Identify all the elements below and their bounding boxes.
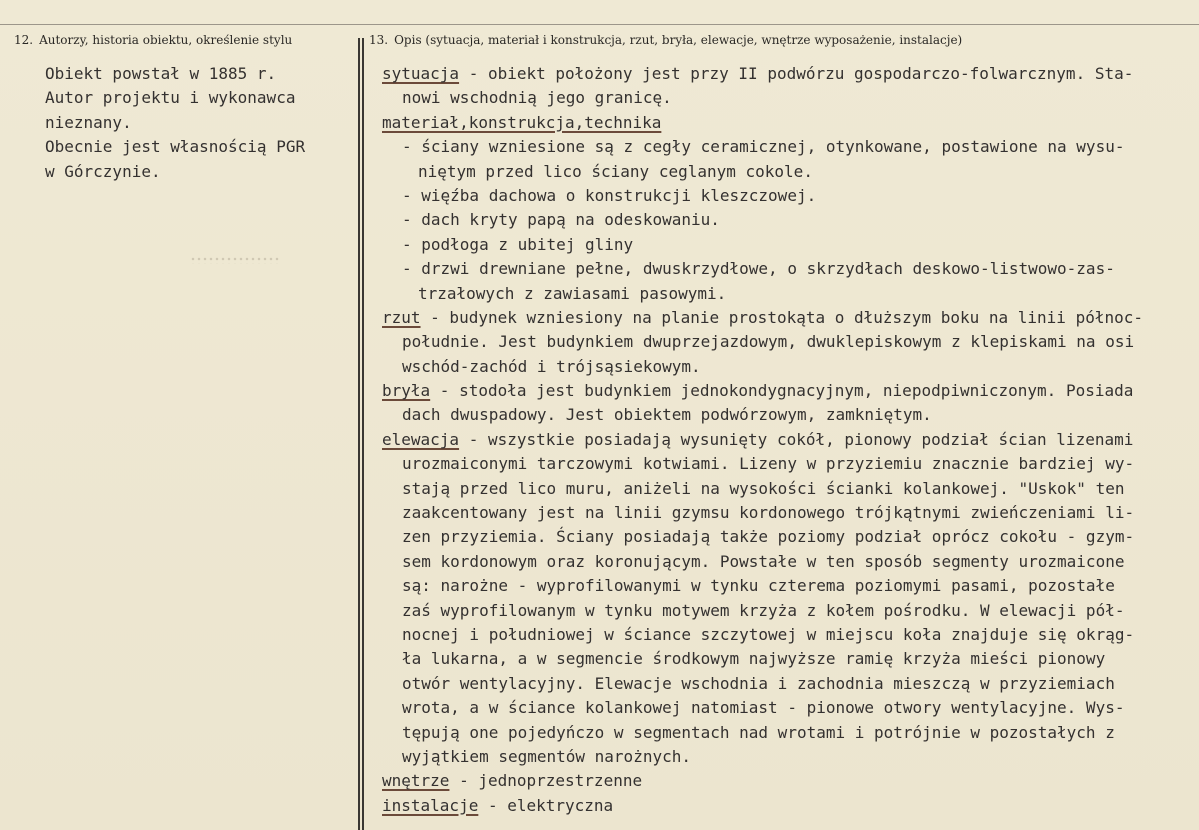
description-line	[382, 160, 1143, 184]
description-line	[382, 623, 1143, 647]
history-line: Autor projektu i wykonawca	[45, 88, 296, 108]
description-line	[382, 696, 1143, 720]
description-text: - drzwi drewniane pełne, dwuskrzydłowe, o skrzydłach deskowo-listwowo-zas-	[402, 259, 1115, 279]
description-text: - jednoprzestrzenne	[449, 771, 643, 791]
section-label: sytuacja	[382, 64, 460, 83]
description-text: dach dwuspadowy. Jest obiektem podwórzowym, zamkniętym.	[402, 405, 932, 425]
description-line	[382, 721, 1143, 745]
description-text: - dach kryty papą na odeskowaniu.	[402, 210, 720, 230]
description-text: sem kordonowym oraz koronującym. Powstałe w ten sposób segmenty urozmaicone	[402, 551, 1125, 571]
section-label: wnętrze	[382, 771, 450, 791]
description-line	[382, 233, 1143, 257]
description-text: stają przed lico muru, aniżeli na wysokości ścianki kolankowej. "Uskok" ten	[402, 478, 1125, 498]
section-13-number: 13.	[369, 33, 389, 47]
description-text: - budynek wzniesiony na planie prostokąta o dłuższym boku na linii północ-	[420, 307, 1143, 327]
description-text: zaś wyprofilowanym w tynku motywem krzyża z kołem pośrodku. W elewacji pół-	[402, 600, 1125, 620]
paper-speckle	[190, 256, 280, 264]
section-13-header	[369, 33, 962, 47]
description-text: są: narożne - wyprofilowanymi w tynku czterema poziomymi pasami, pozostałe	[402, 576, 1115, 596]
section-12-title: Autorzy, historia obiektu, określenie stylu	[39, 33, 293, 47]
description-line	[382, 769, 1143, 793]
description-line	[382, 550, 1143, 574]
description-line	[382, 745, 1143, 769]
description-line	[382, 208, 1143, 232]
description-line	[382, 599, 1143, 623]
description-text: tępują one pojedyńczo w segmentach nad wrotami i potrójnie w pozostałych z	[402, 722, 1115, 742]
description-text: wrota, a w ściance kolankowej natomiast - pionowe otwory wentylacyjne. Wys-	[402, 698, 1125, 718]
description-text: ła lukarna, a w segmencie środkowym najwyższe ramię krzyża mieści pionowy	[402, 649, 1106, 669]
description-line	[382, 86, 1143, 110]
description-line	[382, 62, 1143, 86]
description-line	[382, 355, 1143, 379]
description-text: - podłoga z ubitej gliny	[402, 234, 634, 254]
description-line	[382, 282, 1143, 306]
description-text: otwór wentylacyjny. Elewacje wschodnia i zachodnia mieszczą w przyziemiach	[402, 673, 1115, 693]
description-line	[382, 306, 1143, 330]
description-text: niętym przed lico ściany ceglanym cokole.	[418, 161, 813, 181]
description-line	[382, 452, 1143, 476]
description-text: trzałowych z zawiasami pasowymi.	[418, 283, 727, 303]
column-divider-left	[358, 38, 360, 830]
section-label: bryła	[382, 381, 431, 401]
header-divider	[0, 24, 1199, 25]
description-text: zaakcentowany jest na linii gzymsu kordonowego trójkątnymi zwieńczeniami li-	[402, 503, 1135, 523]
description-line	[382, 672, 1143, 696]
section-label: materiał,konstrukcja,technika	[382, 112, 662, 132]
description-text: - więźba dachowa o konstrukcji kleszczowej.	[402, 185, 817, 205]
description-line	[382, 403, 1143, 427]
history-line: Obiekt powstał w 1885 r.	[45, 64, 277, 83]
section-12-header	[14, 33, 292, 47]
description-text: zen przyziemia. Ściany posiadają także poziomy podział oprócz cokołu - gzym-	[402, 527, 1135, 547]
description-text: wyjątkiem segmentów narożnych.	[402, 746, 691, 766]
section-label: elewacja	[382, 429, 460, 449]
description-line	[382, 647, 1143, 671]
description-line	[382, 794, 1143, 818]
description-text: południe. Jest budynkiem dwuprzejazdowym, dwuklepiskowym z klepiskami na osi	[402, 332, 1135, 352]
section-12-body	[45, 62, 305, 184]
description-text: wschód-zachód i trójsąsiekowym.	[402, 356, 701, 376]
description-line	[382, 525, 1143, 549]
description-line	[382, 428, 1143, 452]
description-text: - elektryczna	[478, 795, 614, 815]
history-line: nieznany.	[45, 112, 132, 132]
section-label: instalacje	[382, 795, 479, 815]
description-line	[382, 501, 1143, 525]
section-13-body	[382, 62, 1143, 818]
section-13-title: Opis (sytuacja, materiał i konstrukcja, rzut, bryła, elewacje, wnętrze wyposażenie, instalacje)	[394, 33, 963, 47]
description-line	[382, 379, 1143, 403]
description-line	[382, 330, 1143, 354]
description-text: nocnej i południowej w ściance szczytowej w miejscu koła znajduje się okrąg-	[402, 624, 1135, 644]
description-text: nowi wschodnią jego granicę.	[402, 88, 672, 108]
description-line	[382, 135, 1143, 159]
description-text: - wszystkie posiadają wysunięty cokół, pionowy podział ścian lizenami	[459, 429, 1134, 449]
description-text: urozmaiconymi tarczowymi kotwiami. Lizeny w przyziemiu znacznie bardziej wy-	[402, 454, 1135, 474]
history-line: Obecnie jest własnością PGR	[45, 137, 306, 157]
description-line	[382, 111, 1143, 135]
history-line: w Górczynie.	[45, 161, 161, 181]
description-text: - obiekt położony jest przy II podwórzu gospodarczo-folwarcznym. Sta-	[459, 64, 1134, 83]
description-text: - stodoła jest budynkiem jednokondygnacyjnym, niepodpiwniczonym. Posiada	[430, 381, 1134, 401]
description-text: - ściany wzniesione są z cegły ceramicznej, otynkowane, postawione na wysu-	[402, 137, 1125, 157]
description-line	[382, 257, 1143, 281]
description-line	[382, 184, 1143, 208]
column-divider-right	[362, 38, 364, 830]
section-label: rzut	[382, 307, 421, 327]
description-line	[382, 574, 1143, 598]
section-12-number: 12.	[14, 33, 34, 47]
description-line	[382, 477, 1143, 501]
